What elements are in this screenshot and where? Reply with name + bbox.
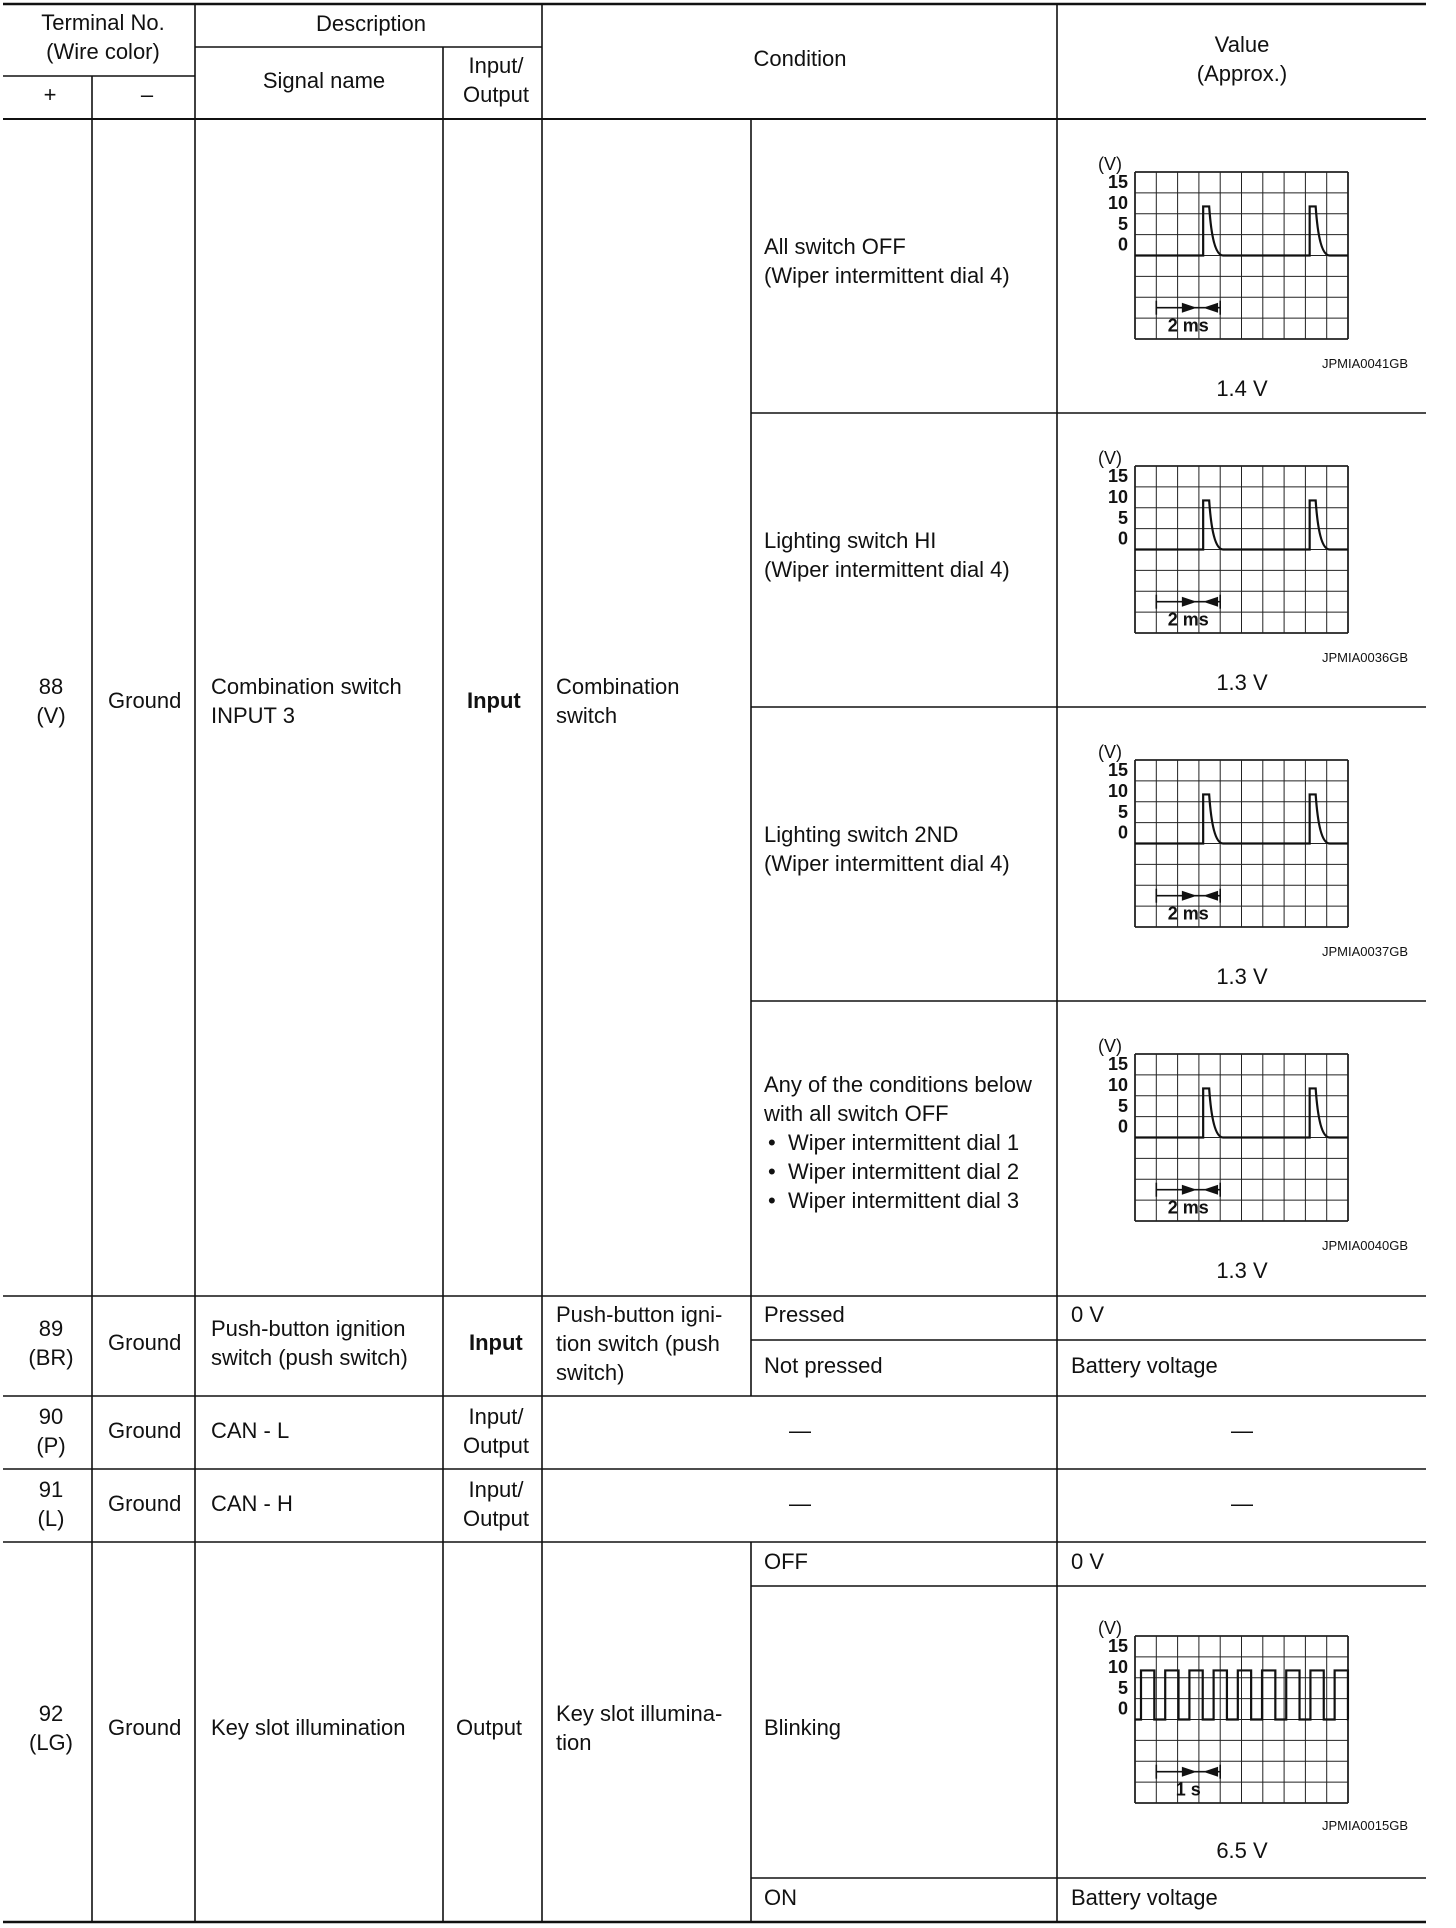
condition-91: — [789, 1491, 811, 1516]
io-92: Output [456, 1715, 523, 1740]
ground-91: Ground [108, 1491, 182, 1516]
bullet-dial-1: • Wiper intermittent dial 1 [764, 1128, 1032, 1157]
header-value: Value (Approx.) [1196, 32, 1288, 86]
header-terminal: Terminal No. (Wire color) [41, 10, 165, 64]
io-88: Input [467, 688, 521, 713]
io-89: Input [469, 1330, 523, 1355]
scope-unit: (V) [1098, 1036, 1122, 1056]
scope-tick-5: 5 [1117, 1095, 1128, 1116]
scope-unit: (V) [1098, 154, 1122, 174]
subcondition-88-3: Lighting switch 2ND (Wiper intermittent dial 4) [764, 822, 1010, 876]
value-90: — [1231, 1418, 1253, 1443]
subcondition-89-not-pressed: Not pressed [764, 1353, 883, 1378]
ground-88: Ground [108, 688, 182, 713]
scope-tick-10: 10 [1107, 1074, 1128, 1095]
signal-88: Combination switch INPUT 3 [211, 674, 402, 728]
scope-tick-15: 15 [1107, 760, 1128, 780]
ground-92: Ground [108, 1715, 182, 1740]
subcondition-89-pressed: Pressed [764, 1302, 845, 1327]
scope-tick-5: 5 [1117, 801, 1128, 822]
terminal-92: 92 (LG) [29, 1701, 73, 1755]
subcondition-92-blinking: Blinking [764, 1715, 842, 1740]
scope-tick-10: 10 [1107, 1656, 1128, 1677]
scope-tick-5: 5 [1117, 1677, 1128, 1698]
scope-tick-0: 0 [1117, 528, 1128, 549]
scope-unit: (V) [1098, 742, 1122, 762]
scope-tick-10: 10 [1107, 192, 1128, 213]
header-description: Description [315, 11, 427, 36]
scope-timebase: 2 ms [1167, 609, 1209, 630]
scope-tick-5: 5 [1117, 213, 1128, 234]
header-condition: Condition [753, 46, 847, 71]
io-91: Input/ Output [462, 1477, 530, 1531]
subcondition-92-off: OFF [764, 1549, 808, 1574]
scope-tick-5: 5 [1117, 507, 1128, 528]
condition-90: — [789, 1418, 811, 1443]
value-89-not-pressed: Battery voltage [1071, 1353, 1218, 1378]
condition-89: Push-button igni- tion switch (push switch) [556, 1302, 723, 1385]
terminal-90: 90 (P) [36, 1404, 66, 1458]
signal-92: Key slot illumination [211, 1715, 406, 1740]
signal-91: CAN - H [211, 1491, 293, 1516]
value-92-off: 0 V [1071, 1549, 1105, 1574]
scope-tick-15: 15 [1107, 1054, 1128, 1074]
ground-89: Ground [108, 1330, 182, 1355]
scope-tick-15: 15 [1107, 172, 1128, 192]
scope-tick-10: 10 [1107, 486, 1128, 507]
terminal-89: 89 (BR) [28, 1316, 74, 1370]
bullet-dial-3: • Wiper intermittent dial 3 [764, 1186, 1032, 1215]
scope-plot [1068, 150, 1358, 340]
fig-id-88-1: JPMIA0041GB [1322, 356, 1408, 371]
subcondition-92-on: ON [764, 1885, 797, 1910]
scope-plot [1068, 1614, 1358, 1804]
value-89-pressed: 0 V [1071, 1302, 1105, 1327]
condition-92: Key slot illumina- tion [556, 1701, 723, 1755]
subcondition-88-2: Lighting switch HI (Wiper intermittent dial 4) [764, 528, 1010, 582]
subcondition-88-1: All switch OFF (Wiper intermittent dial 4) [764, 234, 1010, 288]
scope-tick-0: 0 [1117, 234, 1128, 255]
scope-plot [1068, 444, 1358, 634]
scope-plot [1068, 1032, 1358, 1222]
scope-tick-15: 15 [1107, 1636, 1128, 1656]
scope-tick-0: 0 [1117, 822, 1128, 843]
subcondition-88-4: Any of the conditions below with all switch OFF • Wiper intermittent dial 1 • Wiper intermittent dial 2 • Wiper intermittent dial 3 [764, 1070, 1032, 1215]
scope-unit: (V) [1098, 1618, 1122, 1638]
fig-id-88-4: JPMIA0040GB [1322, 1238, 1408, 1253]
value-91: — [1231, 1491, 1253, 1516]
scope-plot [1068, 738, 1358, 928]
scope-timebase: 2 ms [1167, 315, 1209, 336]
scope-timebase: 1 s [1175, 1779, 1201, 1800]
scope-unit: (V) [1098, 448, 1122, 468]
value-88-4: 1.3 V [1216, 1258, 1268, 1283]
bullet-dial-2: • Wiper intermittent dial 2 [764, 1157, 1032, 1186]
terminal-88: 88 (V) [36, 674, 66, 728]
scope-tick-0: 0 [1117, 1116, 1128, 1137]
scope-tick-15: 15 [1107, 466, 1128, 486]
scope-tick-10: 10 [1107, 780, 1128, 801]
ground-90: Ground [108, 1418, 182, 1443]
fig-id-88-2: JPMIA0036GB [1322, 650, 1408, 665]
terminal-91: 91 (L) [37, 1477, 65, 1531]
header-minus: – [140, 82, 154, 107]
scope-timebase: 2 ms [1167, 1197, 1209, 1218]
value-92-blinking: 6.5 V [1216, 1838, 1268, 1863]
value-88-2: 1.3 V [1216, 670, 1268, 695]
io-90: Input/ Output [462, 1404, 530, 1458]
signal-90: CAN - L [211, 1418, 290, 1443]
header-signal-name: Signal name [262, 68, 386, 93]
header-plus: + [43, 82, 57, 107]
header-io: Input/ Output [462, 53, 530, 107]
scope-timebase: 2 ms [1167, 903, 1209, 924]
scope-tick-0: 0 [1117, 1698, 1128, 1719]
value-88-3: 1.3 V [1216, 964, 1268, 989]
signal-89: Push-button ignition switch (push switch) [211, 1316, 408, 1370]
condition-88: Combination switch [556, 674, 680, 728]
value-88-1: 1.4 V [1216, 376, 1268, 401]
value-92-on: Battery voltage [1071, 1885, 1218, 1910]
fig-id-88-3: JPMIA0037GB [1322, 944, 1408, 959]
fig-id-92: JPMIA0015GB [1322, 1818, 1408, 1833]
